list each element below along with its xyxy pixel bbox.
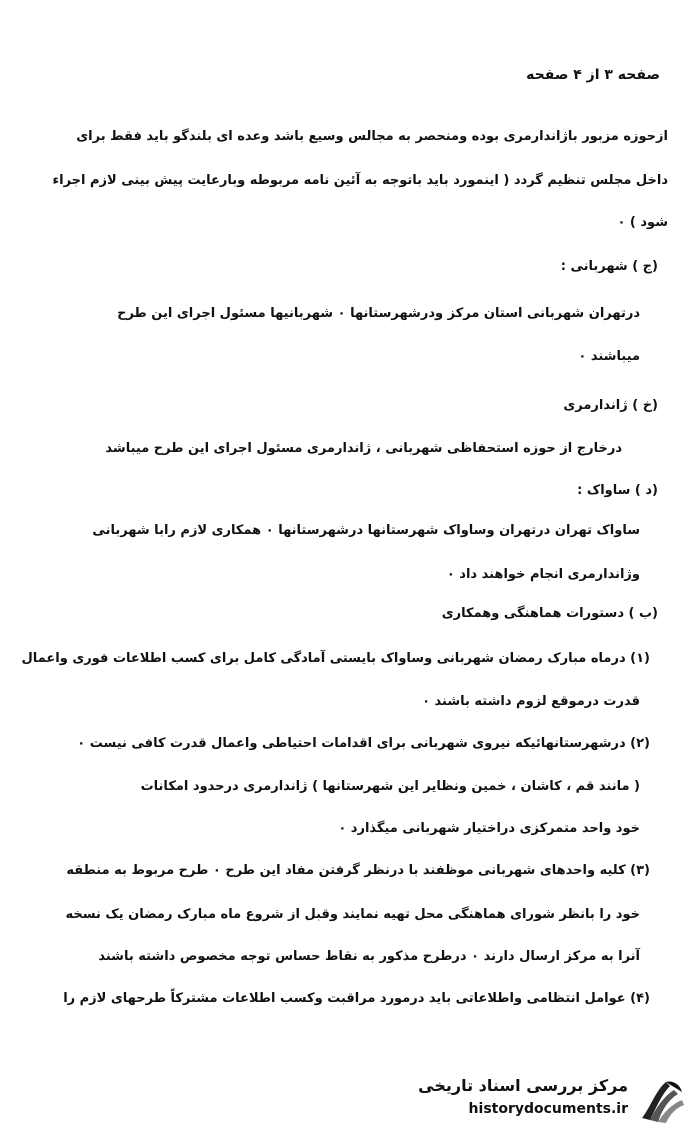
text-line: ( مانند قم ، کاشان ، خمین ونظایر این شهرستانها ) ژاندارمری درحدود امکانات [140, 779, 640, 794]
text-line: وژاندارمری انجام خواهند داد ۰ [446, 567, 640, 582]
text-line: ساواک تهران درتهران وساواک شهرستانها درشهرستانها ۰ همکاری لازم رابا شهربانی [92, 523, 640, 538]
section-heading-shahrbani: (ج ) شهربانی : [560, 259, 658, 274]
section-heading-coordination: (ب ) دستورات هماهنگی وهمکاری [441, 606, 658, 621]
watermark [410, 1076, 690, 1126]
text-line: خود واحد متمرکزی دراختیار شهربانی میگذارد ۰ [338, 821, 640, 836]
text-line: داخل مجلس تنظیم گردد ( اینمورد باید باتوجه به آئین نامه مربوطه وبارعایت پیش بینی لازم اجراء [52, 173, 668, 188]
section-heading-gendarmerie: (خ ) ژاندارمری [563, 398, 658, 413]
watermark-url: historydocuments.ir [468, 1101, 628, 1117]
text-line: میباشند ۰ [578, 349, 640, 364]
section-heading-savak: (د ) ساواک : [577, 483, 658, 498]
numbered-item: (۴) عوامل انتظامی واطلاعاتی باید درمورد مراقبت وکسب اطلاعات مشترکاً طرحهای لازم را [63, 991, 650, 1006]
numbered-item: (۱) درماه مبارک رمضان شهربانی وساواک بایستی آمادگی کامل برای کسب اطلاعات فوری واعمال [21, 651, 650, 666]
text-line: درخارج از حوزه استحفاظی شهربانی ، ژاندارمری مسئول اجرای این طرح میباشد [105, 441, 622, 456]
text-line: درتهران شهربانی استان مرکز ودرشهرستانها ۰ شهربانیها مسئول اجرای این طرح [117, 306, 640, 321]
text-line: آنرا به مرکز ارسال دارند ۰ درطرح مذکور به نقاط حساس توجه مخصوص داشته باشند [98, 949, 640, 964]
text-line: قدرت درموقع لزوم داشته باشند ۰ [422, 694, 640, 709]
text-line: شود ) ۰ [617, 215, 668, 230]
text-line: خود را بانظر شورای هماهنگی محل تهیه نمایند وقبل از شروع ماه مبارک رمضان یک نسخه [65, 907, 640, 922]
numbered-item: (۳) کلیه واحدهای شهربانی موظفند با درنظر گرفتن مفاد این طرح ۰ طرح مربوط به منطقه [66, 863, 650, 878]
page-header: صفحه ۳ از ۴ صفحه [526, 67, 660, 83]
watermark-title: مرکز بررسی اسناد تاریخی [418, 1076, 628, 1095]
text-line: ازحوزه مزبور باژاندارمری بوده ومنحصر به مجالس وسیع باشد وعده ای بلندگو باید فقط برای [76, 129, 668, 144]
book-pages-icon [636, 1078, 686, 1124]
numbered-item: (۲) درشهرستانهائیکه نیروی شهربانی برای اقدامات احتیاطی واعمال قدرت کافی نیست ۰ [77, 736, 650, 751]
